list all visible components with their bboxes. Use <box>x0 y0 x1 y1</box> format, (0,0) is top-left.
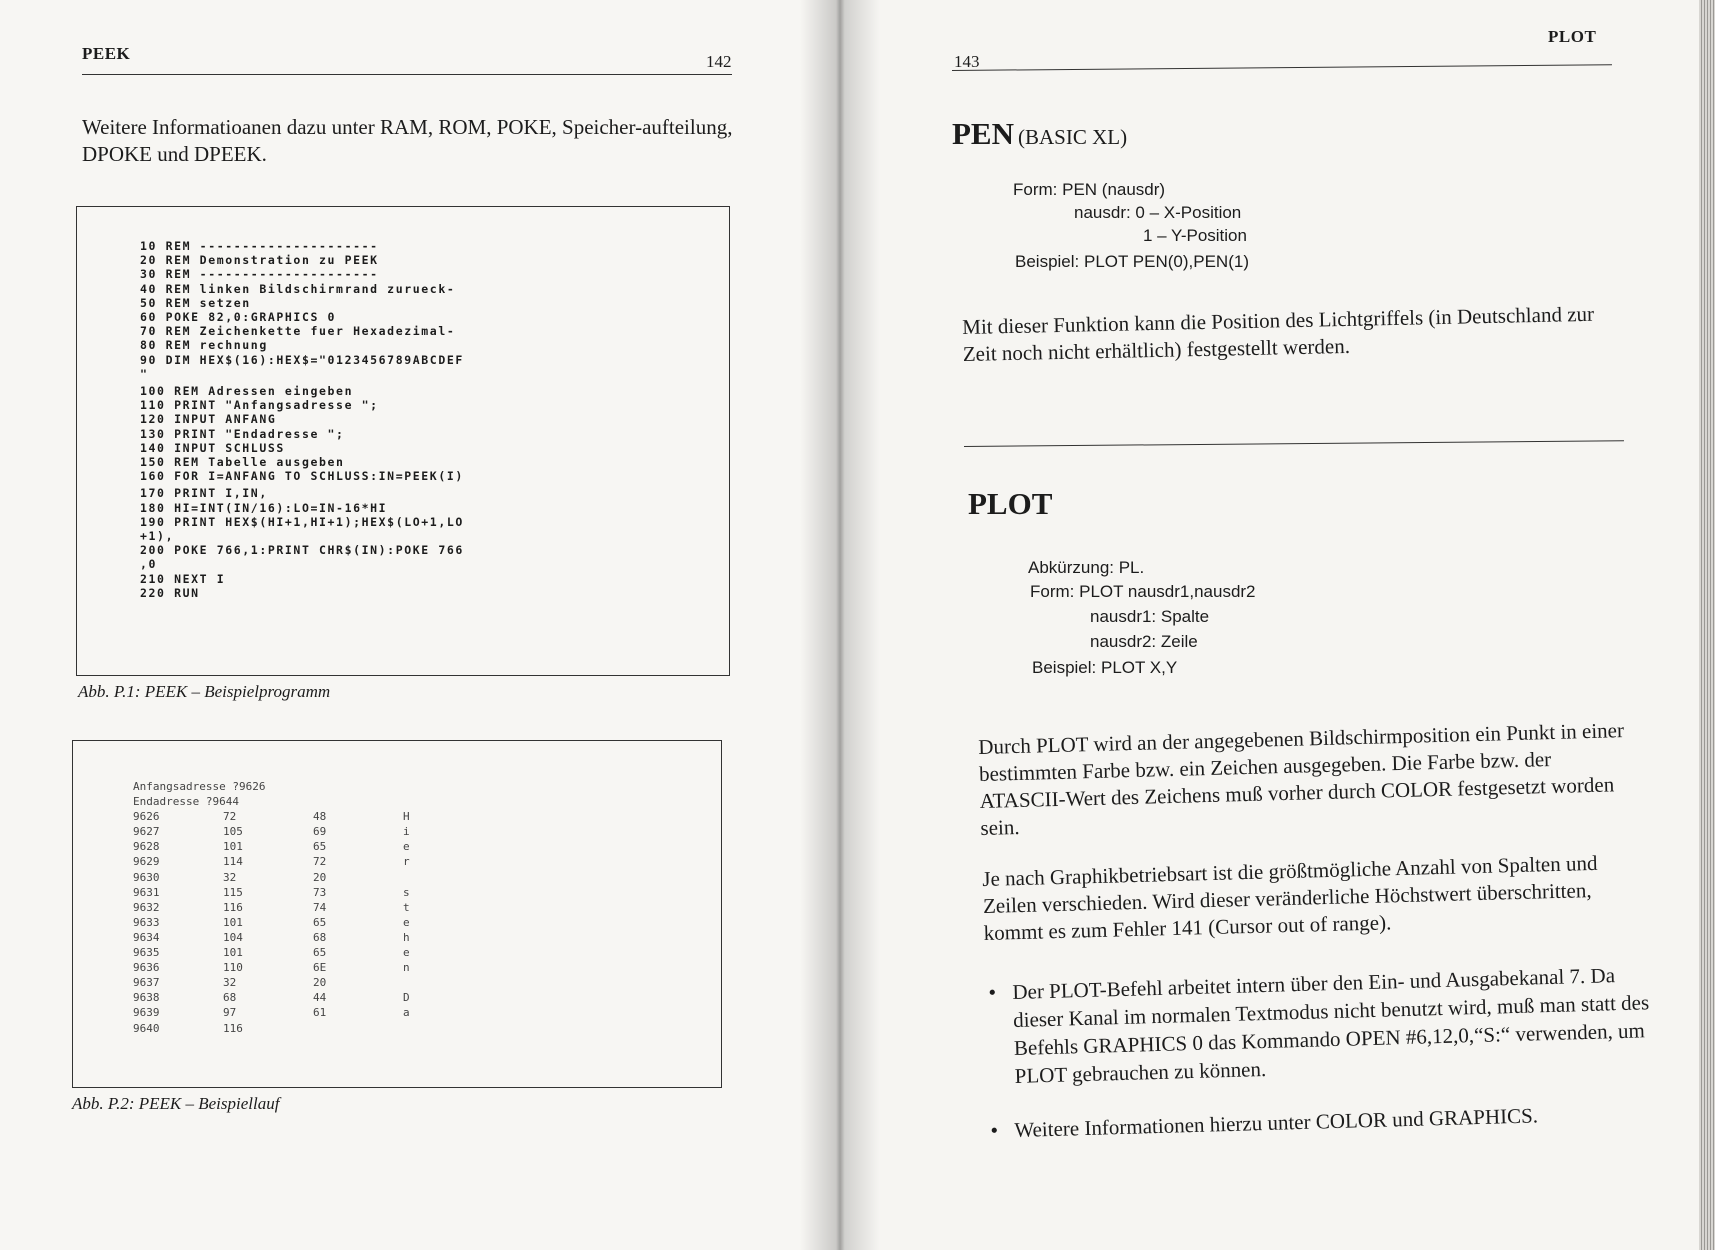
listing-line: 60 POKE 82,0:GRAPHICS 0 <box>140 310 337 325</box>
pen-title: PEN <box>952 116 1014 151</box>
output-cell-decimal: 116 <box>223 900 243 914</box>
output-cell-hex: 20 <box>313 976 327 990</box>
output-cell-char: n <box>403 961 410 975</box>
program-output <box>133 779 433 1036</box>
output-cell-hex: 61 <box>313 1006 327 1020</box>
output-cell-hex: 69 <box>313 825 327 839</box>
output-cell-address: 9640 <box>133 1021 160 1035</box>
output-header-end: Endadresse ?9644 <box>133 795 239 809</box>
plot-bullet-1-text: Der PLOT-Befehl arbeitet intern über den Ein- und Ausgabekanal 7. Da dieser Kanal im normalen Textmodus nicht benutzt wird, muß man statt des Befehls GRAPHICS 0 das Kommando OPEN #6,12,0,“S:“ verwenden, um PLOT gebrauchen zu können. <box>1012 963 1650 1088</box>
listing-line: +1), <box>140 529 175 544</box>
listing-line: 170 PRINT I,IN, <box>140 486 268 501</box>
output-box <box>72 740 722 1088</box>
listing-line: 200 POKE 766,1:PRINT CHR$(IN):POKE 766 <box>140 543 464 558</box>
plot-param-2: nausdr2: Zeile <box>1090 632 1198 651</box>
output-cell-address: 9627 <box>133 825 160 839</box>
output-cell-decimal: 114 <box>223 855 243 869</box>
plot-bullet-2-text: Weitere Informationen hierzu unter COLOR und GRAPHICS. <box>1014 1103 1539 1142</box>
output-cell-char: H <box>403 810 410 824</box>
output-cell-hex: 6E <box>313 961 327 975</box>
output-cell-address: 9633 <box>133 915 160 929</box>
output-cell-char: e <box>403 915 410 929</box>
page-number: 142 <box>706 52 732 71</box>
output-row <box>133 885 433 900</box>
output-cell-address: 9638 <box>133 991 160 1005</box>
output-cell-char: r <box>403 855 410 869</box>
plot-example: Beispiel: PLOT X,Y <box>1032 658 1178 677</box>
listing-line: 130 PRINT "Endadresse "; <box>140 426 345 441</box>
output-header-start: Anfangsadresse ?9626 <box>133 780 266 793</box>
bullet-icon: • <box>990 1117 999 1143</box>
output-cell-decimal: 105 <box>223 825 243 839</box>
output-cell-decimal: 97 <box>223 1006 237 1020</box>
listing-line: 80 REM rechnung <box>140 338 268 353</box>
output-cell-decimal: 116 <box>223 1021 243 1035</box>
listing-line: 140 INPUT SCHLUSS <box>140 440 285 455</box>
plot-paragraph-1: Durch PLOT wird an der angegebenen Bildschirmposition ein Punkt in einer bestimmten Farbe bzw. ein Zeichen ausgegeben. Die Farbe bzw. der ATASCII-Wert des Zeichens muß vorher durch COLOR festgesetzt worden sein. <box>978 718 1625 840</box>
output-cell-char: s <box>403 885 410 899</box>
output-cell-address: 9639 <box>133 1006 160 1020</box>
listing-line: 120 INPUT ANFANG <box>140 412 277 427</box>
program-listing <box>140 239 464 600</box>
output-cell-decimal: 32 <box>223 976 237 990</box>
plot-bullet-1 <box>988 960 1657 1090</box>
listing-line: 30 REM --------------------- <box>140 267 379 282</box>
running-head: PEEK <box>82 44 131 63</box>
plot-bullet-2 <box>990 1098 1655 1144</box>
output-cell-hex: 65 <box>313 840 327 854</box>
section-rule <box>964 440 1624 447</box>
plot-form: Form: PLOT nausdr1,nausdr2 <box>1030 582 1256 601</box>
left-page <box>0 0 840 1250</box>
output-row <box>133 900 433 915</box>
output-row <box>133 990 433 1005</box>
listing-line: 50 REM setzen <box>140 295 251 310</box>
listing-line: 210 NEXT I <box>140 571 226 586</box>
output-cell-decimal: 115 <box>223 885 243 899</box>
output-cell-address: 9630 <box>133 870 160 884</box>
output-row <box>133 945 433 960</box>
output-cell-hex: 68 <box>313 930 327 944</box>
output-row <box>133 839 433 854</box>
output-cell-char: D <box>403 991 410 1005</box>
output-cell-decimal: 68 <box>223 991 237 1005</box>
output-cell-decimal: 104 <box>223 930 243 944</box>
output-cell-char: e <box>403 946 410 960</box>
output-cell-address: 9629 <box>133 855 160 869</box>
output-cell-hex: 44 <box>313 991 327 1005</box>
output-cell-char <box>403 1021 433 1036</box>
output-cell-char: a <box>403 1006 410 1020</box>
output-row <box>133 930 433 945</box>
plot-abbrev: Abkürzung: PL. <box>1028 558 1145 577</box>
output-cell-char <box>403 870 433 885</box>
output-cell-address: 9634 <box>133 930 160 944</box>
listing-line: 180 HI=INT(IN/16):LO=IN-16*HI <box>140 500 388 515</box>
output-cell-char <box>403 975 433 990</box>
output-cell-decimal: 72 <box>223 810 237 824</box>
output-cell-decimal: 110 <box>223 961 243 975</box>
output-cell-address: 9628 <box>133 840 160 854</box>
plot-title: PLOT <box>968 486 1053 521</box>
listing-line: 100 REM Adressen eingeben <box>140 384 354 399</box>
output-row <box>133 824 433 839</box>
output-table <box>133 809 433 1035</box>
pen-subtitle: (BASIC XL) <box>1018 125 1128 149</box>
book-gutter <box>800 0 880 1250</box>
output-cell-address: 9632 <box>133 900 160 914</box>
output-cell-hex: 48 <box>313 810 327 824</box>
output-cell-hex: 65 <box>313 915 327 929</box>
output-row <box>133 975 433 990</box>
output-row <box>133 1005 433 1020</box>
output-row <box>133 809 433 824</box>
output-cell-hex: 65 <box>313 946 327 960</box>
figure-caption-2: Abb. P.2: PEEK – Beispiellauf <box>72 1094 280 1113</box>
output-cell-char: t <box>403 900 410 914</box>
listing-line: 190 PRINT HEX$(HI+1,HI+1);HEX$(LO+1,LO <box>140 514 464 529</box>
plot-paragraph-2: Je nach Graphikbetriebsart ist die größtmögliche Anzahl von Spalten und Zeilen verschieden. Wird dieser veränderliche Höchstwert überschritten, kommt es zum Fehler 141 (Cursor out of range). <box>982 850 1598 945</box>
listing-line: 220 RUN <box>140 585 200 600</box>
output-cell-char: i <box>403 825 410 839</box>
output-row <box>133 960 433 975</box>
pen-form: Form: PEN (nausdr) <box>1013 180 1166 199</box>
listing-line: " <box>140 366 149 381</box>
program-listing-box <box>76 206 730 676</box>
output-cell-decimal: 101 <box>223 946 243 960</box>
output-cell-decimal: 101 <box>223 840 243 854</box>
pen-heading <box>952 116 1127 152</box>
bullet-icon: • <box>988 979 997 1005</box>
listing-line: 70 REM Zeichenkette fuer Hexadezimal- <box>140 324 456 339</box>
header-rule <box>952 64 1612 71</box>
page-edges <box>1699 0 1715 1250</box>
listing-line: 110 PRINT "Anfangsadresse "; <box>140 398 379 413</box>
header-rule <box>82 74 732 75</box>
output-row <box>133 1021 433 1036</box>
pen-param-1: nausdr: 0 – X-Position <box>1074 203 1242 222</box>
output-cell-hex: 72 <box>313 855 327 869</box>
intro-paragraph: Weitere Informatioanen dazu unter RAM, ROM, POKE, Speicher-aufteilung, DPOKE und DPEEK. <box>82 115 733 166</box>
output-cell-hex: 20 <box>313 870 327 884</box>
output-cell-hex <box>313 1021 403 1036</box>
output-row <box>133 870 433 885</box>
output-cell-decimal: 101 <box>223 915 243 929</box>
figure-caption-1: Abb. P.1: PEEK – Beispielprogramm <box>78 682 331 701</box>
listing-line: 10 REM --------------------- <box>140 239 379 253</box>
pen-example: Beispiel: PLOT PEN(0),PEN(1) <box>1015 252 1249 271</box>
output-row <box>133 915 433 930</box>
pen-param-2: 1 – Y-Position <box>1143 226 1247 245</box>
listing-line: 160 FOR I=ANFANG TO SCHLUSS:IN=PEEK(I) <box>140 469 464 484</box>
plot-param-1: nausdr1: Spalte <box>1090 607 1210 626</box>
right-page <box>840 0 1700 1250</box>
output-cell-char: e <box>403 840 410 854</box>
pen-description: Mit dieser Funktion kann die Position des Lichtgriffels (in Deutschland zur Zeit noch nicht erhältlich) festgestellt werden. <box>962 301 1595 366</box>
page-number: 143 <box>954 52 980 71</box>
listing-line: 150 REM Tabelle ausgeben <box>140 455 345 470</box>
output-cell-address: 9636 <box>133 961 160 975</box>
output-cell-address: 9631 <box>133 885 160 899</box>
listing-line: 20 REM Demonstration zu PEEK <box>140 253 379 268</box>
output-cell-address: 9635 <box>133 946 160 960</box>
listing-line: 40 REM linken Bildschirmrand zurueck- <box>140 281 456 296</box>
output-cell-address: 9637 <box>133 976 160 990</box>
running-head: PLOT <box>1548 27 1597 46</box>
listing-line: ,0 <box>140 557 158 572</box>
output-cell-char: h <box>403 930 410 944</box>
output-cell-address: 9626 <box>133 810 160 824</box>
listing-line: 90 DIM HEX$(16):HEX$="0123456789ABCDEF <box>140 352 464 367</box>
output-row <box>133 854 433 869</box>
output-cell-hex: 73 <box>313 885 327 899</box>
output-cell-hex: 74 <box>313 900 327 914</box>
output-cell-decimal: 32 <box>223 870 237 884</box>
